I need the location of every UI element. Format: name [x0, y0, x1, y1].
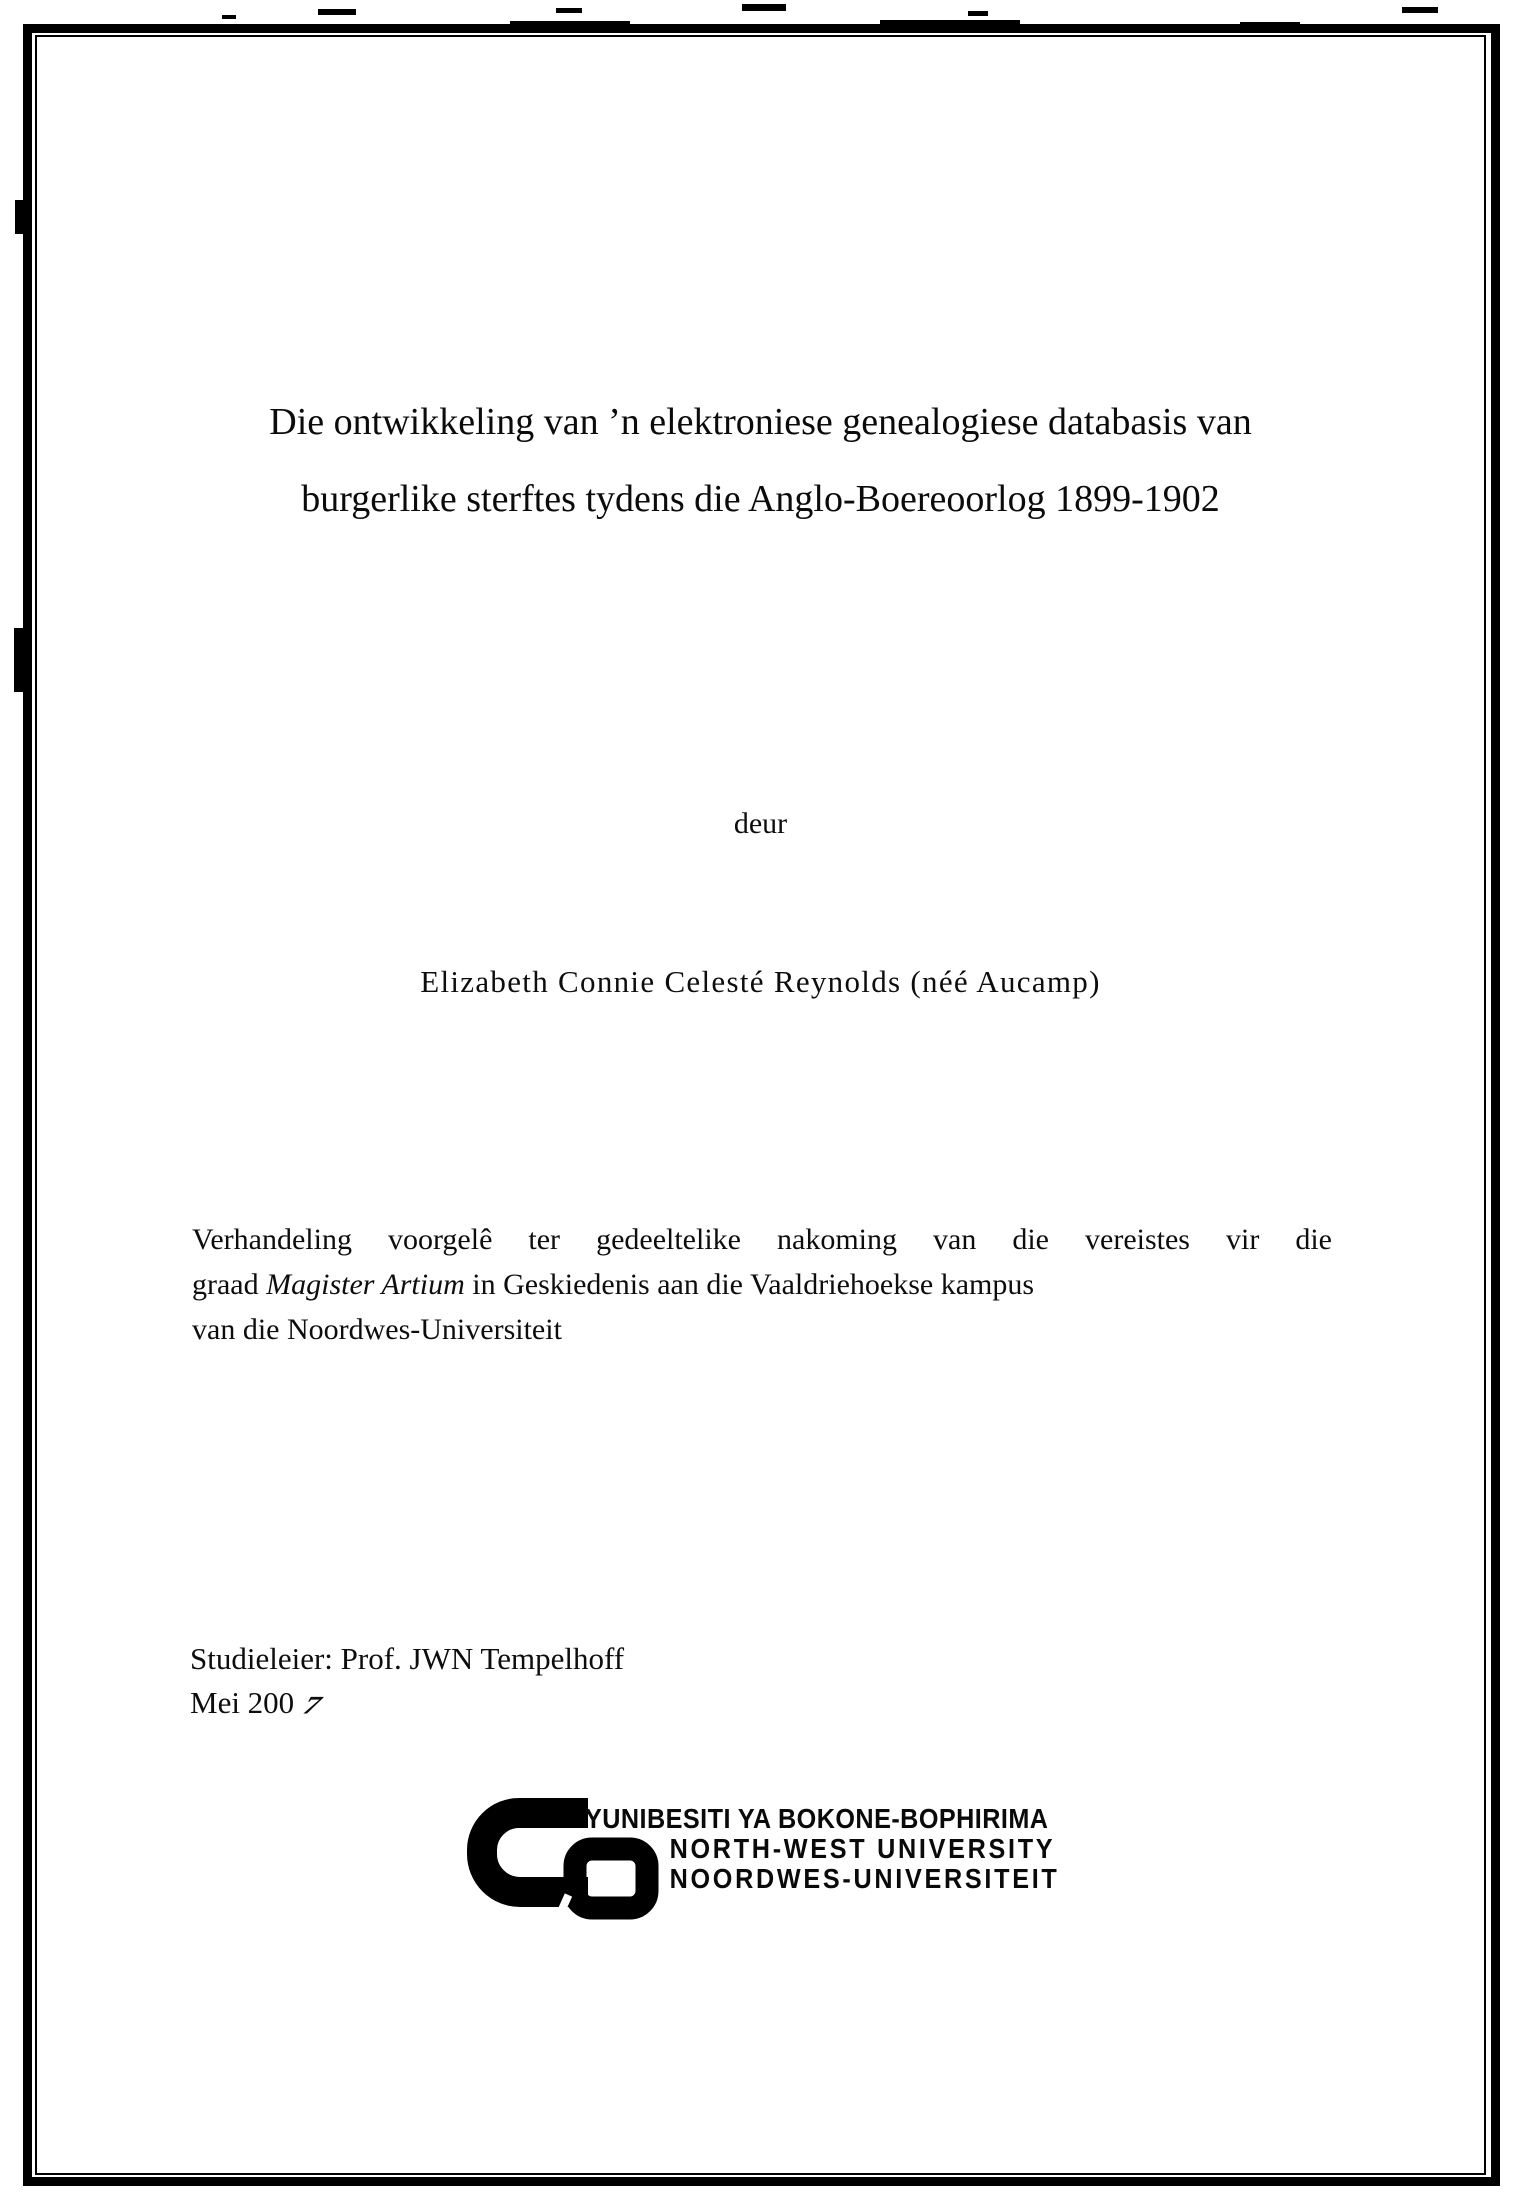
statement-line-1: Verhandeling voorgelê ter gedeeltelike nakoming van die vereistes vir die — [192, 1223, 1332, 1256]
logo-text — [585, 1804, 1060, 1894]
date-last-digit: 7 — [297, 1690, 328, 1720]
scan-artifact — [222, 15, 236, 19]
scan-artifact — [742, 4, 786, 11]
byline-deur: deur — [733, 807, 788, 840]
scan-artifact — [318, 9, 356, 15]
scan-artifact — [1402, 7, 1438, 13]
scan-artifact — [510, 21, 630, 28]
logo-line-1: YUNIBESITI YA BOKONE-BOPHIRIMA — [585, 1803, 1049, 1834]
scan-artifact — [880, 20, 1020, 28]
supervisor-block — [190, 1637, 624, 1725]
date-line — [190, 1681, 624, 1725]
university-logo — [467, 1796, 1107, 1936]
logo-line-2: NORTH-WEST UNIVERSITY — [669, 1833, 1056, 1864]
statement-line-3: van die Noordwes-Universiteit — [192, 1313, 562, 1346]
scan-artifact — [1240, 22, 1300, 28]
statement-line-2 — [192, 1262, 1332, 1307]
statement-line-2-pre: graad — [192, 1268, 267, 1301]
date-prefix: Mei 200 — [190, 1685, 295, 1720]
scan-artifact — [556, 8, 582, 13]
logo-line-3: NOORDWES-UNIVERSITEIT — [669, 1863, 1060, 1894]
scan-artifact — [15, 200, 23, 234]
statement-line-2-post: in Geskiedenis aan die Vaaldriehoekse kampus — [464, 1268, 1035, 1301]
author-name: Elizabeth Connie Celesté Reynolds (néé Aucamp) — [420, 964, 1101, 999]
scan-artifact — [968, 11, 988, 16]
thesis-title — [35, 384, 1486, 538]
degree-name-italic: Magister Artium — [266, 1268, 465, 1301]
title-line-1: Die ontwikkeling van ’n elektroniese genealogiese databasis van — [269, 401, 1252, 443]
scan-artifact — [14, 628, 23, 692]
title-line-2: burgerlike sterftes tydens die Anglo-Boereoorlog 1899-1902 — [301, 478, 1220, 520]
submission-statement — [192, 1217, 1332, 1352]
supervisor-line: Studieleier: Prof. JWN Tempelhoff — [190, 1641, 625, 1676]
